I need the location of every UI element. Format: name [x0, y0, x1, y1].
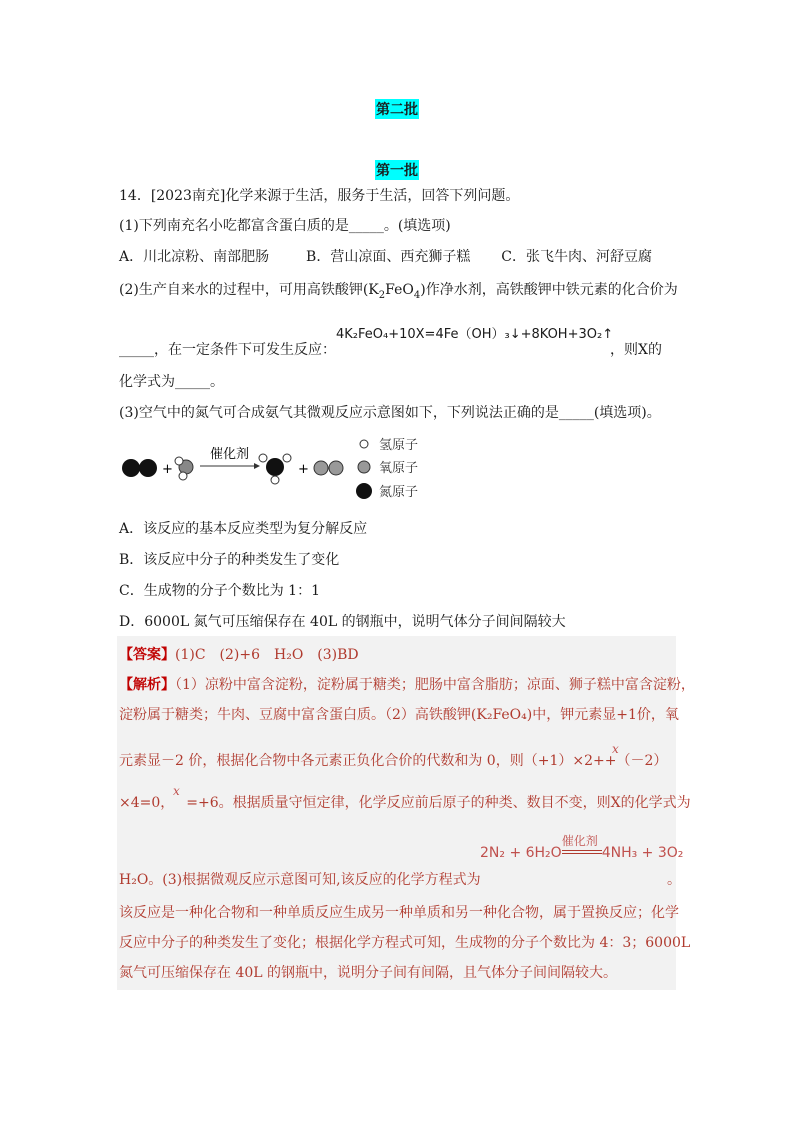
- option-b: B．营山凉面、西充狮子糕: [306, 249, 471, 265]
- question-part-1-options: [119, 247, 652, 267]
- legend-oxygen: 氧原子: [379, 461, 419, 476]
- analysis-line-6: 该反应是一种化合物和一种单质反应生成另一种单质和另一种化合物，属于置换反应；化学: [119, 905, 679, 921]
- svg-text:+: +: [298, 462, 309, 477]
- question-part-2-line-3: 化学式为_____。: [119, 374, 224, 390]
- answer-line: [119, 645, 359, 665]
- batch-2-heading: 第二批: [375, 99, 419, 119]
- analysis-line-5-end: 。: [667, 872, 681, 888]
- legend-nitrogen: 氮原子: [379, 485, 419, 500]
- analysis-line-1: 【解析】（1）凉粉中富含淀粉，淀粉属于糖类；肥肠中富含脂肪；凉面、狮子糕中富含淀粉，: [119, 677, 695, 693]
- answer-tag: 【答案】: [119, 647, 175, 663]
- analysis-line-3: 元素显－2 价，根据化合物中各元素正负化合价的代数和为 0，则（+1）×2++（－2）: [119, 753, 668, 769]
- micro-reaction-diagram: [118, 430, 438, 505]
- variable-x-1: x: [612, 742, 619, 756]
- option-b-q3: B．该反应中分子的种类发生了变化: [119, 552, 340, 568]
- question-part-3: (3)空气中的氮气可合成氨气其微观反应示意图如下，下列说法正确的是_____(填选项)。: [119, 405, 661, 421]
- option-c: C．张飞牛肉、河舒豆腐: [501, 249, 652, 265]
- analysis-line-4: ×4=0， =+6。根据质量守恒定律，化学反应前后原子的种类、数目不变，则X的化学式为: [119, 795, 691, 811]
- question-part-2-line-2: _____，在一定条件下可发生反应： ，则X的: [119, 342, 662, 358]
- analysis-equation: 2N₂ + 6H₂O 催化剂 4NH₃ + 3O₂: [480, 834, 684, 861]
- analysis-tag: 【解析】: [119, 677, 175, 693]
- question-part-1: (1)下列南充名小吃都富含蛋白质的是_____。(填选项): [119, 218, 451, 234]
- analysis-line-8: 氮气可压缩保存在 40L 的钢瓶中，说明分子间有间隔，且气体分子间间隔较大。: [119, 965, 618, 981]
- analysis-line-7: 反应中分子的种类发生了变化；根据化学方程式可知，生成物的分子个数比为 4：3；6000L: [119, 935, 691, 951]
- option-a: A．川北凉粉、南部肥肠: [119, 249, 270, 265]
- reaction-equation: 4K₂FeO₄+10X=4Fe（OH）₃↓+8KOH+3O₂↑: [336, 327, 614, 342]
- option-c-q3: C．生成物的分子个数比为 1：1: [119, 583, 320, 599]
- option-d-q3: D．6000L 氮气可压缩保存在 40L 的钢瓶中，说明气体分子间间隔较大: [119, 614, 566, 630]
- batch-1-heading: 第一批: [375, 160, 419, 180]
- question-part-2-line-1: (2)生产自来水的过程中，可用高铁酸钾$(K_2FeO_4)$作净水剂，高铁酸钾中铁元素的化合价为: [119, 282, 678, 301]
- variable-x-2: x: [173, 784, 180, 798]
- equation-catalyst: 催化剂: [561, 834, 598, 848]
- option-a-q3: A．该反应的基本反应类型为复分解反应: [119, 521, 368, 537]
- answer-text: (1)C (2)+6 H₂O (3)BD: [175, 647, 359, 663]
- analysis-line-5: H₂O。(3)根据微观反应示意图可知,该反应的化学方程式为: [119, 872, 481, 888]
- analysis-line-2: 淀粉属于糖类；牛肉、豆腐中富含蛋白质。（2）高铁酸钾(K₂FeO₄)中，钾元素显+1价，氧: [119, 707, 679, 723]
- catalyst-label: 催化剂: [210, 447, 250, 462]
- question-title: 14．[2023南充]化学来源于生活，服务于生活，回答下列问题。: [119, 188, 520, 204]
- svg-text:+: +: [162, 462, 173, 477]
- legend-hydrogen: 氢原子: [379, 438, 419, 453]
